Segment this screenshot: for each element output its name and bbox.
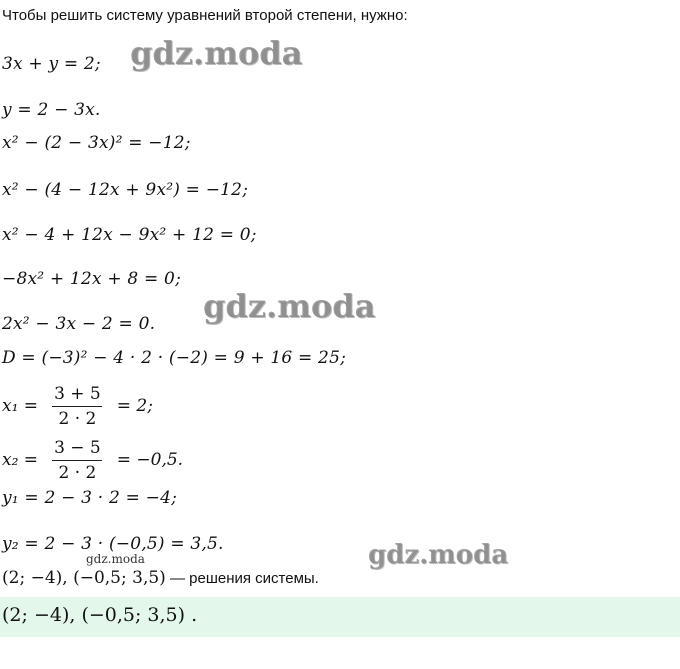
root-x2-rhs: = −0,5. [116,450,184,470]
root-x2-line [2,436,183,484]
root-x1-numerator: 3 + 5 [54,383,101,404]
answer-text: (2; −4), (−0,5; 3,5) . [2,604,198,626]
root-x1-fraction [48,384,107,429]
root-x2-lhs: x₂ = [2,450,39,470]
watermark-2: gdz.moda [203,287,376,325]
solutions-line [2,568,319,588]
intro-text: Чтобы решить систему уравнений второй степени, нужно: [2,7,408,24]
root-x1-denominator: 2 · 2 [52,406,102,429]
root-x2-numerator: 3 − 5 [54,437,101,458]
root-x2-denominator: 2 · 2 [52,460,102,483]
watermark-small: gdz.moda [86,552,145,566]
equation-line-y2: y₂ = 2 − 3 · (−0,5) = 3,5. [2,534,224,554]
equation-line-y1: y₁ = 2 − 3 · 2 = −4; [2,488,178,508]
equation-line-6: −8x² + 12x + 8 = 0; [2,269,181,289]
watermark-1: gdz.moda [130,34,303,72]
equation-line-3: x² − (2 − 3x)² = −12; [2,133,191,153]
solutions-math: (2; −4), (−0,5; 3,5) [2,568,166,588]
equation-line-4: x² − (4 − 12x + 9x²) = −12; [2,180,249,200]
answer-box [0,597,680,637]
solutions-text: — решения системы. [165,570,319,587]
equation-line-2: y = 2 − 3x. [2,100,101,120]
equation-line-7: 2x² − 3x − 2 = 0. [2,314,156,334]
equation-line-1: 3x + y = 2; [2,54,101,74]
root-x1-lhs: x₁ = [2,396,39,416]
root-x1-line [2,382,153,430]
root-x1-rhs: = 2; [116,396,153,416]
equation-line-5: x² − 4 + 12x − 9x² + 12 = 0; [2,225,257,245]
root-x2-fraction [48,438,107,483]
discriminant-line: D = (−3)² − 4 · 2 · (−2) = 9 + 16 = 25; [2,348,347,368]
watermark-3: gdz.moda [368,540,509,570]
